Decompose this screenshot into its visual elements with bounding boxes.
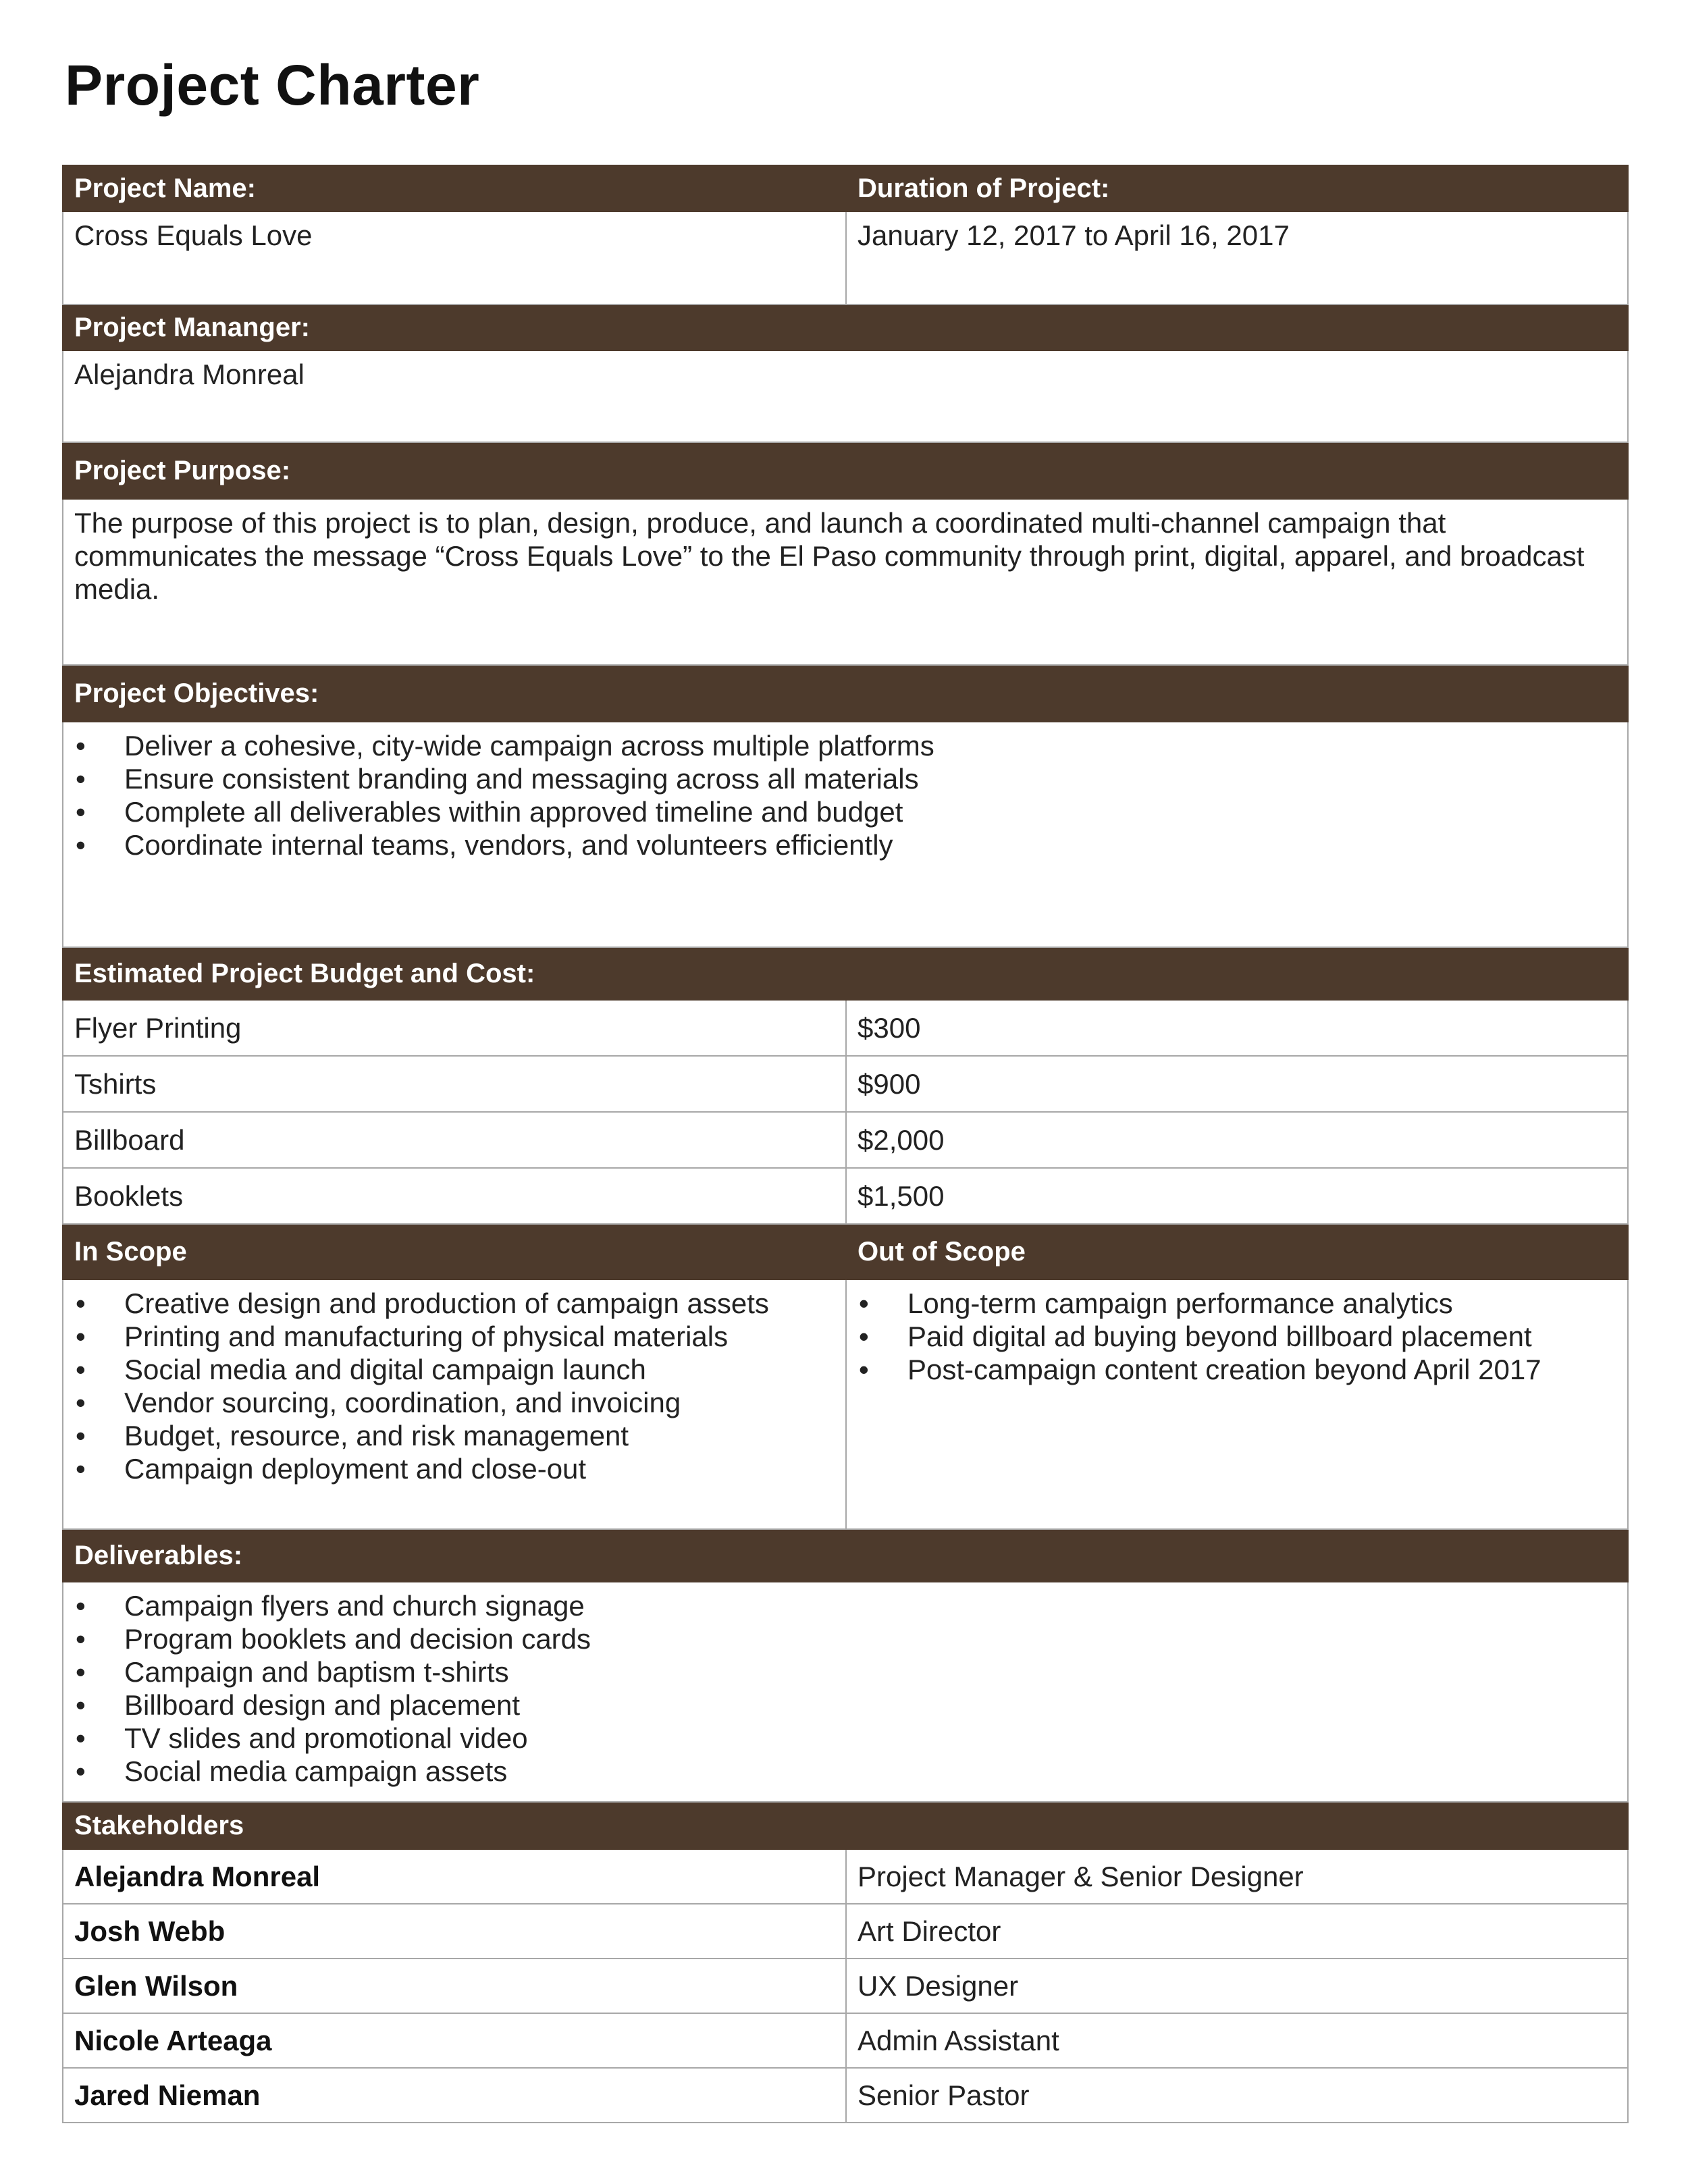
stakeholder-role: Project Manager & Senior Designer [846,1849,1628,1904]
stakeholder-role: Senior Pastor [846,2068,1628,2123]
list-item: • Coordinate internal teams, vendors, and volunteers efficiently [74,828,1616,861]
in-scope-list [74,1287,835,1485]
list-item: • Deliver a cohesive, city-wide campaign across multiple platforms [74,729,1616,762]
stakeholders-header: Stakeholders [63,1802,1628,1849]
stakeholder-role: Admin Assistant [846,2013,1628,2068]
list-item: • Complete all deliverables within approved timeline and budget [74,795,1616,828]
list-item: • Program booklets and decision cards [74,1622,1616,1655]
list-item: • Budget, resource, and risk management [74,1419,835,1452]
list-item: • Campaign deployment and close-out [74,1452,835,1485]
project-manager-value: Alejandra Monreal [63,350,1628,442]
list-item: • Creative design and production of campaign assets [74,1287,835,1320]
project-objectives-header: Project Objectives: [63,665,1628,722]
list-item: • Campaign and baptism t-shirts [74,1655,1616,1688]
deliverables-cell [63,1582,1628,1802]
list-item: • Paid digital ad buying beyond billboard placement [858,1320,1616,1353]
list-item: • Printing and manufacturing of physical materials [74,1320,835,1353]
deliverables-header: Deliverables: [63,1529,1628,1582]
budget-cost: $900 [846,1056,1628,1112]
project-manager-header: Project Mananger: [63,304,1628,350]
stakeholder-name: Glen Wilson [63,1959,846,2013]
objectives-list [74,729,1616,861]
list-item: • TV slides and promotional video [74,1722,1616,1755]
deliverables-list [74,1589,1616,1788]
stakeholder-role: Art Director [846,1904,1628,1959]
list-item: • Social media and digital campaign launch [74,1353,835,1386]
project-purpose-header: Project Purpose: [63,442,1628,499]
out-of-scope-cell [846,1279,1628,1529]
budget-cost: $2,000 [846,1112,1628,1168]
project-purpose-cell [63,499,1628,665]
list-item: • Post-campaign content creation beyond April 2017 [858,1353,1616,1386]
in-scope-cell [63,1279,846,1529]
project-name-header: Project Name: [63,165,846,211]
duration-value: January 12, 2017 to April 16, 2017 [846,211,1628,304]
list-item: • Billboard design and placement [74,1688,1616,1722]
stakeholder-name: Nicole Arteaga [63,2013,846,2068]
project-purpose-text: The purpose of this project is to plan, design, produce, and launch a coordinated multi-channel campaign that communicates the message “Cross Equals Love” to the El Paso community through print, digital, apparel, and broadcast media. [74,507,1585,605]
stakeholder-role: UX Designer [846,1959,1628,2013]
page-title: Project Charter [65,53,480,117]
budget-item: Billboard [63,1112,846,1168]
list-item: • Vendor sourcing, coordination, and invoicing [74,1386,835,1419]
budget-item: Flyer Printing [63,1000,846,1056]
stakeholder-name: Alejandra Monreal [63,1849,846,1904]
list-item: • Campaign flyers and church signage [74,1589,1616,1622]
budget-header: Estimated Project Budget and Cost: [63,947,1628,1000]
charter-table [62,165,1629,2123]
budget-item: Booklets [63,1168,846,1224]
list-item: • Ensure consistent branding and messaging across all materials [74,762,1616,795]
out-of-scope-header: Out of Scope [846,1224,1628,1279]
stakeholder-name: Jared Nieman [63,2068,846,2123]
list-item: • Social media campaign assets [74,1755,1616,1788]
project-name-value: Cross Equals Love [63,211,846,304]
budget-cost: $1,500 [846,1168,1628,1224]
budget-cost: $300 [846,1000,1628,1056]
stakeholder-name: Josh Webb [63,1904,846,1959]
duration-header: Duration of Project: [846,165,1628,211]
project-objectives-cell [63,722,1628,947]
in-scope-header: In Scope [63,1224,846,1279]
list-item: • Long-term campaign performance analytics [858,1287,1616,1320]
budget-item: Tshirts [63,1056,846,1112]
out-of-scope-list [858,1287,1616,1386]
